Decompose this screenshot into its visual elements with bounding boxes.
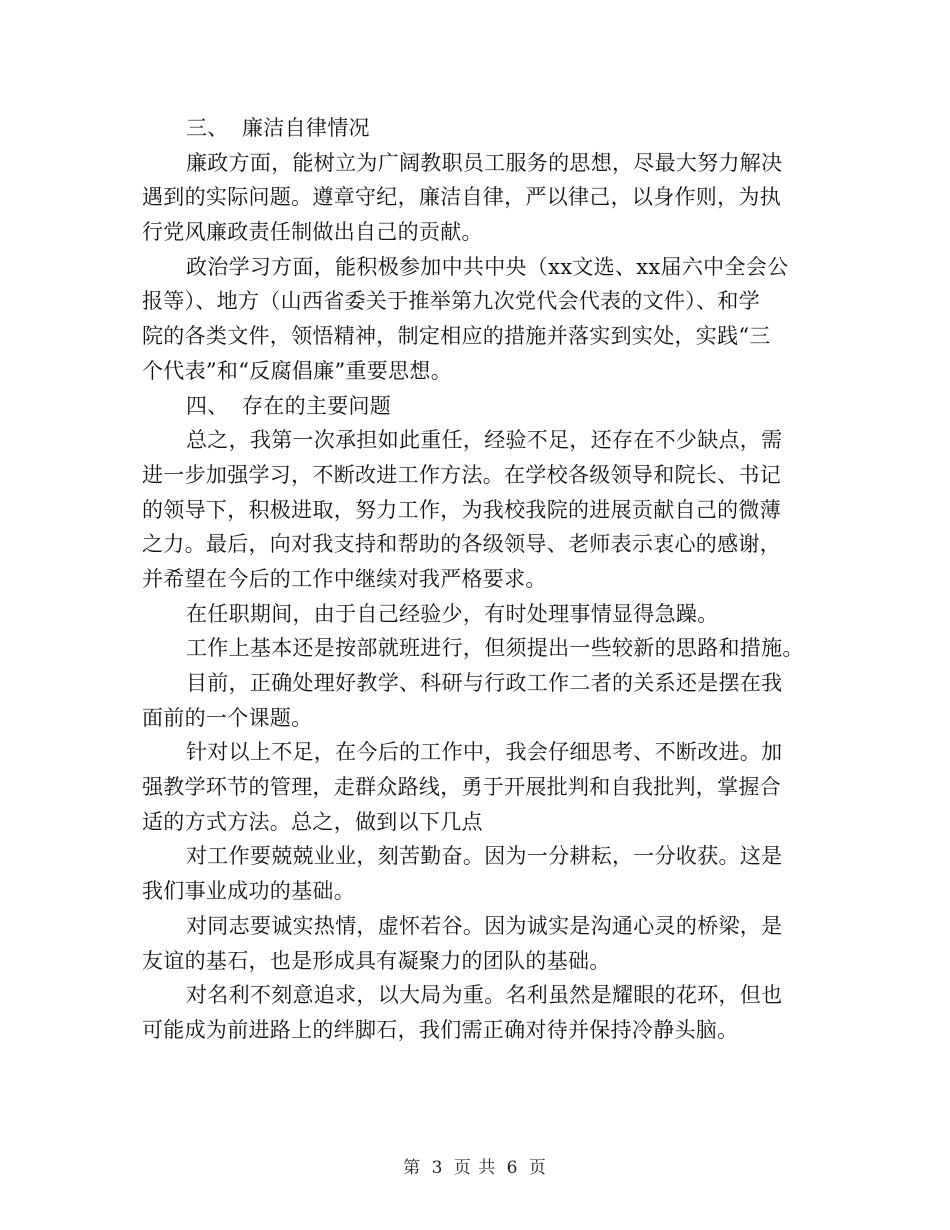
footer-total-pages: 6 — [506, 1158, 519, 1178]
paragraph-line: 适的方式方法。总之，做到以下几点 — [142, 809, 483, 834]
footer-mid: 页 共 — [453, 1158, 497, 1178]
paragraph-line: 个代表”和“反腐倡廉”重要思想。 — [142, 358, 453, 383]
paragraph-line: 友谊的基石，也是形成具有凝聚力的团队的基础。 — [142, 948, 611, 973]
paragraph-line: 强教学环节的管理，走群众路线，勇于开展批判和自我批判，掌握合 — [142, 775, 781, 800]
paragraph — [142, 735, 814, 839]
paragraph-line: 报等）、地方（山西省委关于推举第九次党代会代表的文件）、和学 — [142, 289, 760, 314]
paragraph-line: 目前，正确处理好教学、科研与行政工作二者的关系还是摆在我 — [186, 671, 783, 695]
footer-suffix: 页 — [528, 1158, 547, 1178]
heading-text: 廉洁自律情况 — [242, 116, 370, 140]
paragraph — [142, 250, 814, 389]
paragraph-line: 遇到的实际问题。遵章守纪，廉洁自律，严以律己，以身作则，为执 — [142, 185, 781, 210]
paragraph-line: 进一步加强学习，不断改进工作方法。在学校各级领导和院长、书记 — [142, 462, 781, 487]
paragraph-line: 并希望在今后的工作中继续对我严格要求。 — [142, 566, 547, 591]
paragraph — [142, 597, 814, 632]
footer-prefix: 第 — [403, 1158, 422, 1178]
paragraph-line: 行党风廉政责任制做出自己的贡献。 — [142, 220, 483, 245]
section-heading — [142, 111, 814, 146]
paragraph — [142, 909, 814, 978]
paragraph-line: 工作上基本还是按部就班进行，但须提出一些较新的思路和措施。 — [186, 636, 804, 661]
paragraph-line: 之力。最后，向对我支持和帮助的各级领导、老师表示衷心的感谢， — [142, 532, 781, 557]
paragraph — [142, 666, 814, 735]
paragraph-line: 在任职期间，由于自己经验少，有时处理事情显得急躁。 — [186, 601, 719, 626]
paragraph-line: 可能成为前进路上的绊脚石，我们需正确对待并保持冷静头脑。 — [142, 1017, 739, 1042]
paragraph-line: 对工作要兢兢业业，刻苦勤奋。因为一分耕耘，一分收获。这是 — [186, 844, 783, 869]
paragraph — [142, 839, 814, 908]
paragraph-line: 的领导下，积极进取，努力工作，为我校我院的进展贡献自己的微薄 — [142, 497, 781, 522]
heading-text: 存在的主要问题 — [242, 393, 392, 418]
paragraph-line: 廉政方面，能树立为广阔教职员工服务的思想，尽最大努力解决 — [186, 150, 783, 175]
paragraph-line: 政治学习方面，能积极参加中共中央（xx文选、xx届六中全会公 — [186, 254, 789, 279]
page-footer — [0, 1153, 950, 1178]
heading-number: 三、 — [186, 116, 229, 140]
paragraph-line: 院的各类文件，领悟精神，制定相应的措施并落实到实处，实践“三 — [142, 324, 771, 349]
paragraph-line: 面前的一个课题。 — [142, 705, 313, 730]
section-heading — [142, 389, 814, 424]
paragraph — [142, 631, 814, 666]
paragraph — [142, 978, 814, 1047]
paragraph-line: 对名利不刻意追求，以大局为重。名利虽然是耀眼的花环，但也 — [186, 983, 783, 1008]
footer-current-page: 3 — [431, 1158, 444, 1178]
paragraph-line: 对同志要诚实热情，虚怀若谷。因为诚实是沟通心灵的桥梁，是 — [186, 913, 783, 938]
document-body — [142, 111, 814, 1048]
paragraph-line: 总之，我第一次承担如此重任，经验不足，还存在不少缺点，需 — [186, 428, 783, 453]
heading-number: 四、 — [186, 393, 229, 418]
paragraph — [142, 146, 814, 250]
paragraph — [142, 423, 814, 596]
heading-line — [142, 389, 814, 424]
paragraph-line: 针对以上不足，在今后的工作中，我会仔细思考、不断改进。加 — [186, 740, 783, 765]
paragraph-line: 我们事业成功的基础。 — [142, 879, 355, 904]
heading-line — [142, 111, 814, 146]
